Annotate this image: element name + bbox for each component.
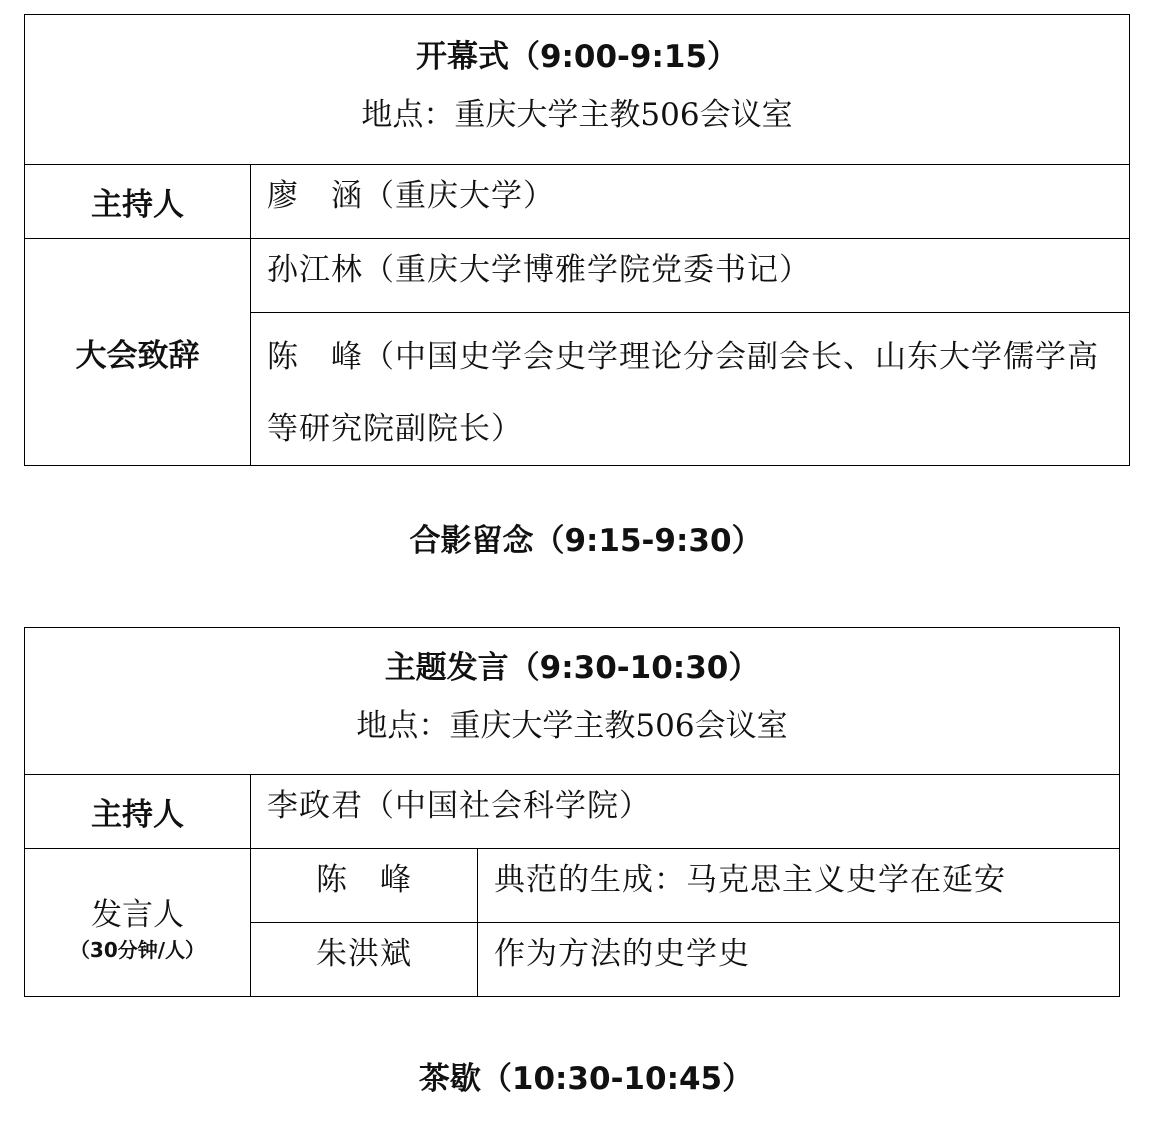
opening-host-label: 主持人	[25, 165, 251, 239]
keynote-speaker-label: 发言人	[91, 896, 184, 933]
keynote-host-label: 主持人	[25, 775, 251, 849]
keynote-host: 李政君（中国社会科学院）	[251, 775, 1120, 849]
keynote-speaker-label-cell	[25, 849, 251, 997]
speaker-topic-1: 典范的生成：马克思主义史学在延安	[478, 849, 1120, 923]
photo-heading: 合影留念（9:15-9:30）	[409, 523, 763, 559]
keynote-title: 主题发言（9:30-10:30）	[384, 650, 760, 686]
speaker-name-2: 朱洪斌	[251, 923, 478, 997]
opening-speech-label: 大会致辞	[25, 239, 251, 466]
keynote-speaker-note: （30分钟/人）	[69, 937, 206, 962]
opening-speech-1: 孙江林（重庆大学博雅学院党委书记）	[251, 239, 1130, 313]
opening-table	[24, 14, 1130, 466]
tea-heading: 茶歇（10:30-10:45）	[418, 1061, 754, 1097]
opening-host: 廖 涵（重庆大学）	[251, 165, 1130, 239]
speaker-name-1: 陈 峰	[251, 849, 478, 923]
opening-location: 地点：重庆大学主教506会议室	[361, 96, 793, 133]
keynote-location: 地点：重庆大学主教506会议室	[356, 708, 788, 744]
opening-header	[25, 15, 1130, 165]
speaker-topic-2: 作为方法的史学史	[478, 923, 1120, 997]
keynote-table	[24, 627, 1120, 997]
opening-title: 开幕式（9:00-9:15）	[415, 38, 739, 75]
opening-speech-2: 陈 峰（中国史学会史学理论分会副会长、山东大学儒学高等研究院副院长）	[251, 313, 1130, 466]
keynote-header	[25, 628, 1120, 775]
